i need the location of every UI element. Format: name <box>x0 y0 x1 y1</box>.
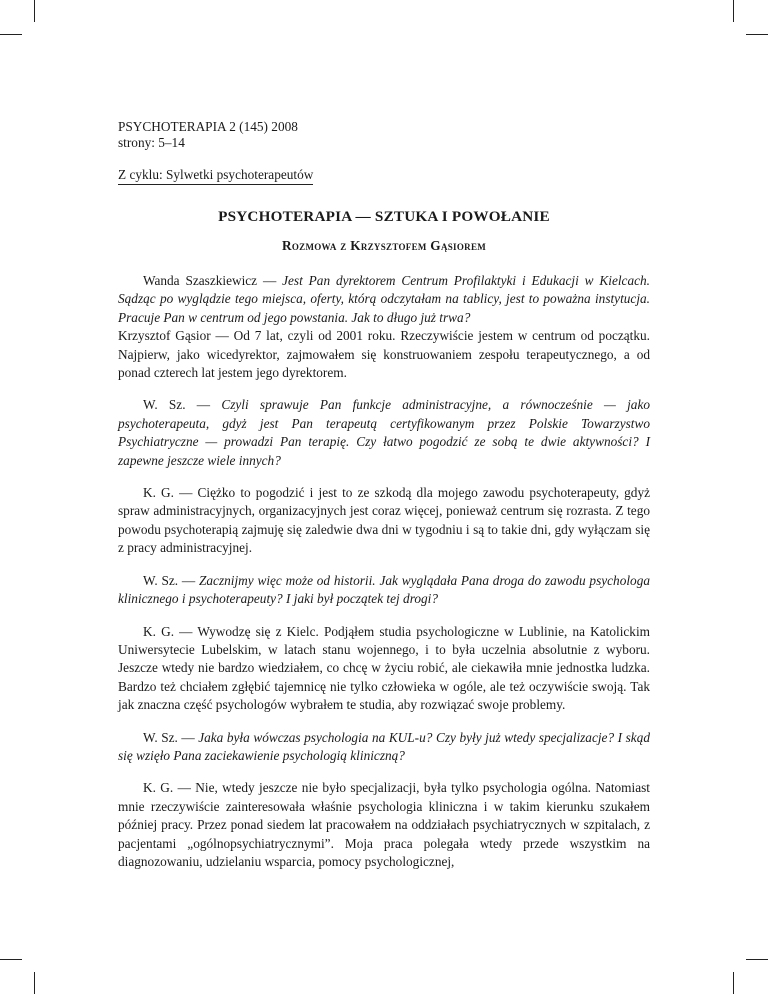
article-subtitle: Rozmowa z Krzysztofem Gąsiorem <box>281 238 487 253</box>
crop-mark <box>34 972 35 994</box>
article-page <box>118 119 650 871</box>
answer-text: Ciężko to pogodzić i jest to ze szkodą dla mojego zawodu psychoterapeuty, gdyż spraw administracyjnych, organizacyjnych jest coraz więcej, ponieważ centrum się rozrasta. Z tego powodu psychoterapią zajmuję się zaledwie dwa dni w tygodniu i są to takie dni, gdy wyłączam się z pracy administracyjnej. <box>118 485 651 556</box>
speaker: K. G. — <box>143 485 198 501</box>
answer-text: Od 7 lat, czyli od 2001 roku. Rzeczywiście jestem w centrum od początku. Najpierw, jako wicedyrektor, zajmowałem się konstruowaniem zespołu terapeutycznego, a od ponad czterech lat jestem jego dyrektorem. <box>118 328 650 381</box>
answer-text: Wywodzę się z Kielc. Podjąłem studia psychologiczne w Lublinie, na Katolickim Uniwersytecie Lubelskim, w latach stanu wojennego, i to była uczelnia absolutnie z wyboru. Jeszcze wtedy nie bardzo wiedziałem, co chcę w życiu robić, ale ciekawiła mnie jednostka ludzka. Bardzo też chciałem zgłębić tajemnicę nie tylko człowieka w ogóle, ale też oczywiście swoją. Tak jak znaczna część psychologów wybrałem te studia, aby rozwiązać swoje problemy. <box>118 623 650 713</box>
crop-mark <box>746 34 768 35</box>
speaker: W. Sz. — <box>143 397 222 413</box>
speaker: K. G. — <box>143 623 198 639</box>
journal-citation <box>118 119 650 151</box>
speaker: Wanda Szaszkiewicz — <box>143 273 283 288</box>
question-text: Jest Pan dyrektorem Centrum Profilaktyki i Edukacji w Kielcach. Sądząc po wyglądzie tego miejsca, oferty, którą odczytałam na tablicy, jest to poważna instytucja. Pracuje Pan w centrum od jego powstania. Jak to długo już trwa? <box>118 273 650 325</box>
question-text: Jaka była wówczas psychologia na KUL-u? Czy były już wtedy specjalizacje? I skąd się wzięło Pana zaciekawienie psychologią kliniczną? <box>118 729 651 763</box>
speaker: W. Sz. — <box>143 572 199 588</box>
paragraph-answer <box>118 327 650 382</box>
answer-text: Nie, wtedy jeszcze nie było specjalizacji, była tylko psychologia ogólna. Natomiast mnie rzeczywiście zainteresowała właśnie psychologia kliniczna i w takim kierunku szukałem później pracy. Przez ponad siedem lat pracowałem na oddziałach psychiatrycznych w szpitalach, z pacjentami „ogólnopsychiatrycznymi”. Moja praca polegała wtedy przede wszystkim na diagnozowaniu, udzielaniu wsparcia, pomocy psychologicznej, <box>118 780 650 869</box>
crop-mark <box>746 959 768 960</box>
series-label: Z cyklu: Sylwetki psychoterapeutów <box>118 167 313 185</box>
journal-issue: PSYCHOTERAPIA 2 (145) 2008 <box>118 119 298 134</box>
question-text: Czyli sprawuje Pan funkcje administracyjne, a równocześnie — jako psychoterapeuta, gdyż jest Pan terapeutą certyfikowanym przez Polskie Towarzystwo Psychiatryczne — prowadzi Pan terapię. Czy łatwo pogodzić ze sobą te dwie aktywności? I zapewne jeszcze wiele innych? <box>118 397 650 468</box>
journal-pages: strony: 5–14 <box>118 135 185 150</box>
question-text: Zacznijmy więc może od historii. Jak wyglądała Pana droga do zawodu psychologa klinicznego i psychoterapeuty? I jaki był początek tej drogi? <box>118 572 650 607</box>
paragraph-question <box>118 572 650 609</box>
paragraph-question <box>118 396 650 470</box>
paragraph-answer <box>118 779 650 871</box>
paragraph-question <box>118 272 650 327</box>
paragraph-answer <box>118 484 650 558</box>
speaker: W. Sz. — <box>143 729 199 745</box>
crop-mark <box>0 959 22 960</box>
article-title: PSYCHOTERAPIA — SZTUKA I POWOŁANIE <box>218 208 550 225</box>
speaker: Krzysztof Gąsior — <box>118 328 234 344</box>
paragraph-question <box>118 729 650 766</box>
interview-body <box>118 272 650 871</box>
crop-mark <box>34 0 35 22</box>
crop-mark <box>0 34 22 35</box>
crop-mark <box>733 972 734 994</box>
crop-mark <box>733 0 734 22</box>
speaker: K. G. — <box>143 780 196 796</box>
paragraph-answer <box>118 623 650 715</box>
